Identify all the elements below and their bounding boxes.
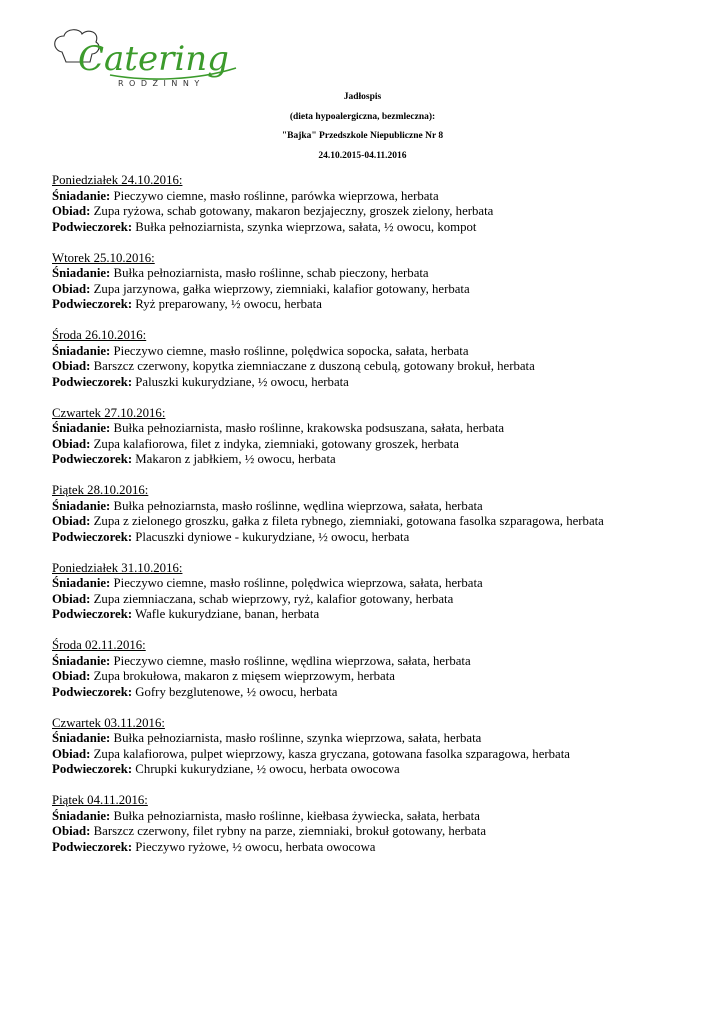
lunch-text: Zupa brokułowa, makaron z mięsem wieprzowym, herbata bbox=[93, 669, 395, 683]
day-block bbox=[52, 406, 692, 468]
menu-list bbox=[52, 173, 692, 871]
snack-text: Chrupki kukurydziane, ½ owocu, herbata owocowa bbox=[135, 762, 400, 776]
breakfast-text: Pieczywo ciemne, masło roślinne, polędwica sopocka, sałata, herbata bbox=[113, 343, 469, 358]
snack-label: Podwieczorek: bbox=[52, 452, 133, 466]
breakfast-line bbox=[52, 576, 692, 592]
day-title: Poniedziałek 31.10.2016: bbox=[52, 560, 183, 575]
snack-line bbox=[52, 297, 692, 313]
snack-label: Podwieczorek: bbox=[52, 219, 133, 234]
snack-text: Pieczywo ryżowe, ½ owocu, herbata owocowa bbox=[135, 839, 376, 854]
snack-line bbox=[52, 607, 692, 623]
document-header bbox=[0, 88, 725, 166]
day-title: Czwartek 03.11.2016: bbox=[52, 715, 165, 730]
breakfast-label: Śniadanie: bbox=[52, 266, 111, 280]
breakfast-line bbox=[52, 189, 692, 205]
lunch-label: Obiad: bbox=[52, 204, 91, 218]
breakfast-label: Śniadanie: bbox=[52, 576, 111, 590]
lunch-label: Obiad: bbox=[52, 359, 91, 373]
day-block bbox=[52, 561, 692, 623]
breakfast-label: Śniadanie: bbox=[52, 731, 111, 745]
breakfast-line bbox=[52, 266, 692, 282]
breakfast-text: Pieczywo ciemne, masło roślinne, wędlina wieprzowa, sałata, herbata bbox=[113, 653, 471, 668]
lunch-line bbox=[52, 282, 692, 298]
breakfast-text: Bułka pełnoziarnista, masło roślinne, schab pieczony, herbata bbox=[113, 266, 429, 280]
lunch-line bbox=[52, 359, 692, 375]
breakfast-text: Bułka pełnoziarnista, masło roślinne, krakowska podsuszana, sałata, herbata bbox=[113, 421, 505, 435]
day-block bbox=[52, 716, 692, 778]
snack-label: Podwieczorek: bbox=[52, 839, 133, 854]
header-dates: 24.10.2015-04.11.2016 bbox=[318, 150, 407, 161]
lunch-label: Obiad: bbox=[52, 746, 91, 761]
breakfast-label: Śniadanie: bbox=[52, 498, 111, 513]
snack-line bbox=[52, 530, 692, 546]
breakfast-text: Bułka pełnoziarnista, masło roślinne, kiełbasa żywiecka, sałata, herbata bbox=[113, 808, 480, 823]
breakfast-line bbox=[52, 344, 692, 360]
lunch-label: Obiad: bbox=[52, 824, 91, 838]
lunch-text: Barszcz czerwony, kopytka ziemniaczane z duszoną cebulą, gotowany brokuł, herbata bbox=[93, 359, 535, 373]
snack-label: Podwieczorek: bbox=[52, 762, 133, 776]
snack-line bbox=[52, 685, 692, 701]
lunch-label: Obiad: bbox=[52, 591, 91, 606]
snack-line bbox=[52, 762, 692, 778]
day-title: Piątek 04.11.2016: bbox=[52, 793, 148, 807]
header-school: "Bajka" Przedszkole Niepubliczne Nr 8 bbox=[281, 131, 444, 141]
logo-brand-text: Catering bbox=[78, 39, 229, 79]
breakfast-label: Śniadanie: bbox=[52, 343, 111, 358]
breakfast-text: Pieczywo ciemne, masło roślinne, polędwica wieprzowa, sałata, herbata bbox=[113, 576, 483, 590]
snack-text: Gofry bezglutenowe, ½ owocu, herbata bbox=[135, 684, 338, 699]
breakfast-label: Śniadanie: bbox=[52, 188, 111, 203]
snack-label: Podwieczorek: bbox=[52, 529, 133, 544]
snack-label: Podwieczorek: bbox=[52, 297, 133, 311]
day-block bbox=[52, 251, 692, 313]
lunch-text: Zupa z zielonego groszku, gałka z fileta rybnego, ziemniaki, gotowana fasolka szparagowa, herbata bbox=[93, 514, 604, 528]
lunch-label: Obiad: bbox=[52, 436, 91, 451]
breakfast-text: Pieczywo ciemne, masło roślinne, parówka wieprzowa, herbata bbox=[113, 188, 439, 203]
lunch-text: Zupa kalafiorowa, pulpet wieprzowy, kasza gryczana, gotowana fasolka szparagowa, herbata bbox=[93, 746, 570, 761]
catering-logo bbox=[48, 22, 248, 94]
header-title: Jadłospis bbox=[343, 92, 382, 102]
snack-text: Ryż preparowany, ½ owocu, herbata bbox=[135, 297, 322, 311]
snack-text: Bułka pełnoziarnista, szynka wieprzowa, sałata, ½ owocu, kompot bbox=[135, 219, 477, 234]
lunch-text: Zupa kalafiorowa, filet z indyka, ziemniaki, gotowany groszek, herbata bbox=[93, 436, 459, 451]
snack-label: Podwieczorek: bbox=[52, 607, 133, 621]
lunch-line bbox=[52, 669, 692, 685]
snack-text: Paluszki kukurydziane, ½ owocu, herbata bbox=[135, 374, 349, 389]
day-title: Środa 02.11.2016: bbox=[52, 638, 146, 652]
day-title: Piątek 28.10.2016: bbox=[52, 483, 149, 497]
breakfast-line bbox=[52, 421, 692, 437]
snack-line bbox=[52, 840, 692, 856]
day-title: Czwartek 27.10.2016: bbox=[52, 405, 166, 420]
logo-sub-text: RODZINNY bbox=[118, 79, 205, 88]
lunch-line bbox=[52, 437, 692, 453]
lunch-label: Obiad: bbox=[52, 281, 91, 296]
snack-label: Podwieczorek: bbox=[52, 374, 133, 389]
day-title: Środa 26.10.2016: bbox=[52, 328, 147, 342]
lunch-line bbox=[52, 514, 692, 530]
breakfast-line bbox=[52, 654, 692, 670]
lunch-text: Zupa ziemniaczana, schab wieprzowy, ryż, kalafior gotowany, herbata bbox=[93, 591, 454, 606]
breakfast-line bbox=[52, 731, 692, 747]
breakfast-line bbox=[52, 499, 692, 515]
lunch-line bbox=[52, 824, 692, 840]
breakfast-line bbox=[52, 809, 692, 825]
day-block bbox=[52, 328, 692, 390]
breakfast-text: Bułka pełnoziarnsta, masło roślinne, wędlina wieprzowa, sałata, herbata bbox=[113, 498, 483, 513]
day-block bbox=[52, 638, 692, 700]
day-block bbox=[52, 173, 692, 235]
snack-label: Podwieczorek: bbox=[52, 684, 133, 699]
breakfast-text: Bułka pełnoziarnista, masło roślinne, szynka wieprzowa, sałata, herbata bbox=[113, 731, 482, 745]
snack-text: Makaron z jabłkiem, ½ owocu, herbata bbox=[135, 452, 336, 466]
snack-text: Wafle kukurydziane, banan, herbata bbox=[135, 607, 320, 621]
header-diet: (dieta hypoalergiczna, bezmleczna): bbox=[289, 111, 436, 122]
lunch-text: Zupa ryżowa, schab gotowany, makaron bezjajeczny, groszek zielony, herbata bbox=[93, 204, 494, 218]
lunch-line bbox=[52, 747, 692, 763]
breakfast-label: Śniadanie: bbox=[52, 421, 111, 435]
lunch-text: Zupa jarzynowa, gałka wieprzowy, ziemniaki, kalafior gotowany, herbata bbox=[93, 281, 470, 296]
day-block bbox=[52, 483, 692, 545]
chef-hat-logo-icon bbox=[48, 22, 248, 94]
breakfast-label: Śniadanie: bbox=[52, 653, 111, 668]
snack-line bbox=[52, 452, 692, 468]
lunch-line bbox=[52, 204, 692, 220]
lunch-line bbox=[52, 592, 692, 608]
day-title: Wtorek 25.10.2016: bbox=[52, 250, 155, 265]
snack-line bbox=[52, 220, 692, 236]
lunch-label: Obiad: bbox=[52, 669, 91, 683]
breakfast-label: Śniadanie: bbox=[52, 808, 111, 823]
day-block bbox=[52, 793, 692, 855]
snack-line bbox=[52, 375, 692, 391]
lunch-label: Obiad: bbox=[52, 514, 91, 528]
snack-text: Placuszki dyniowe - kukurydziane, ½ owocu, herbata bbox=[135, 529, 410, 544]
lunch-text: Barszcz czerwony, filet rybny na parze, ziemniaki, brokuł gotowany, herbata bbox=[93, 824, 487, 838]
day-title: Poniedziałek 24.10.2016: bbox=[52, 173, 183, 187]
